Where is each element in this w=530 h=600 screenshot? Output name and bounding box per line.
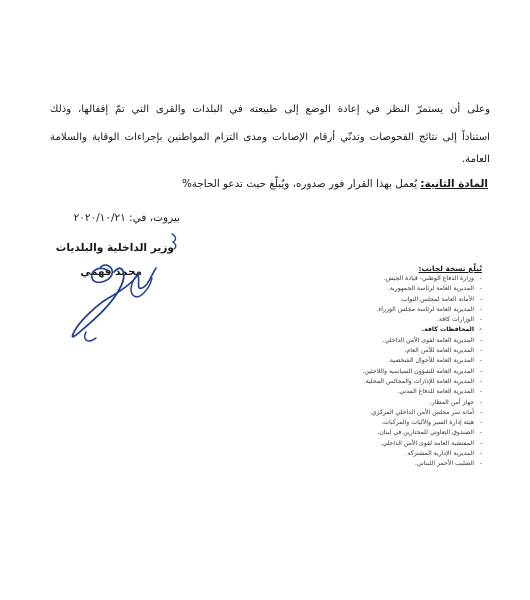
distribution-list <box>277 263 482 470</box>
distribution-title: تُبلّغ نسخة لجانب: <box>418 264 482 273</box>
article-two-label: المادة الثانية: <box>420 178 488 190</box>
distribution-item: - جهاز أمن المطار. <box>277 398 482 408</box>
minister-name: محمد فهمي <box>80 266 142 278</box>
distribution-item: - المديرية العامة للإدارات والمجالس المحلية. <box>277 377 482 387</box>
distribution-item: - الوزارات كافة. <box>277 315 482 325</box>
article-two <box>182 178 488 190</box>
minister-title: وزير الداخلية والبلديات <box>55 242 174 254</box>
distribution-item: - أمانة سر مجلس الأمن الداخلي المركزي. <box>277 408 482 418</box>
distribution-item: - الأمانة العامة لمجلس النواب. <box>277 295 482 305</box>
distribution-item: - المديرية العامة لرئاسة الجمهورية. <box>277 284 482 294</box>
place-date: بيروت، في: ٢٠٢٠/١٠/٢١ <box>73 212 180 224</box>
distribution-item: - المديرية العامة للأحوال الشخصية. <box>277 356 482 366</box>
distribution-item: - المحافظات كافة. <box>277 325 482 335</box>
paragraph-line: وعلى أن يستمرّ النظر في إعادة الوضع إلى طبيعته في البلدات والقرى التي تمّ إقفالها، وذلك <box>50 104 490 115</box>
distribution-item: - المديرية العامة للأمن العام. <box>277 346 482 356</box>
body-paragraph <box>50 99 490 170</box>
distribution-item: - المديرية الإدارية المشتركة. <box>277 449 482 459</box>
distribution-item: - المديرية العامة لرئاسة مجلس الوزراء. <box>277 305 482 315</box>
distribution-item: - المديرية العامة لقوى الأمن الداخلي. <box>277 336 482 346</box>
signature-icon <box>52 252 164 352</box>
distribution-item: - الصندوق التعاوني للمختارين في لبنان. <box>277 428 482 438</box>
distribution-item: - المديرية العامة للشؤون السياسية واللاجئين. <box>277 367 482 377</box>
distribution-item: - هيئة إدارة السير والآليات والمركبات. <box>277 418 482 428</box>
paragraph-line: العامة. <box>461 154 490 165</box>
distribution-item: - وزارة الدفاع الوطني- قيادة الجيش. <box>277 274 482 284</box>
distribution-item: - المفتشية العامة لقوى الأمن الداخلي. <box>277 439 482 449</box>
distribution-items <box>277 274 482 470</box>
distribution-item: - المديرية العامة للدفاع المدني. <box>277 387 482 397</box>
paragraph-line: استناداً إلى نتائج الفحوصات وتدنّي أرقام الإصابات ومدى التزام المواطنين بإجراءات الوقاية والسلامة <box>50 132 490 143</box>
article-two-text: يُعمل بهذا القرار فور صدوره، ويُبلّغ حيث تدعو الحاجة% <box>181 178 418 190</box>
distribution-item: - الصليب الأحمر اللبناني. <box>277 459 482 469</box>
